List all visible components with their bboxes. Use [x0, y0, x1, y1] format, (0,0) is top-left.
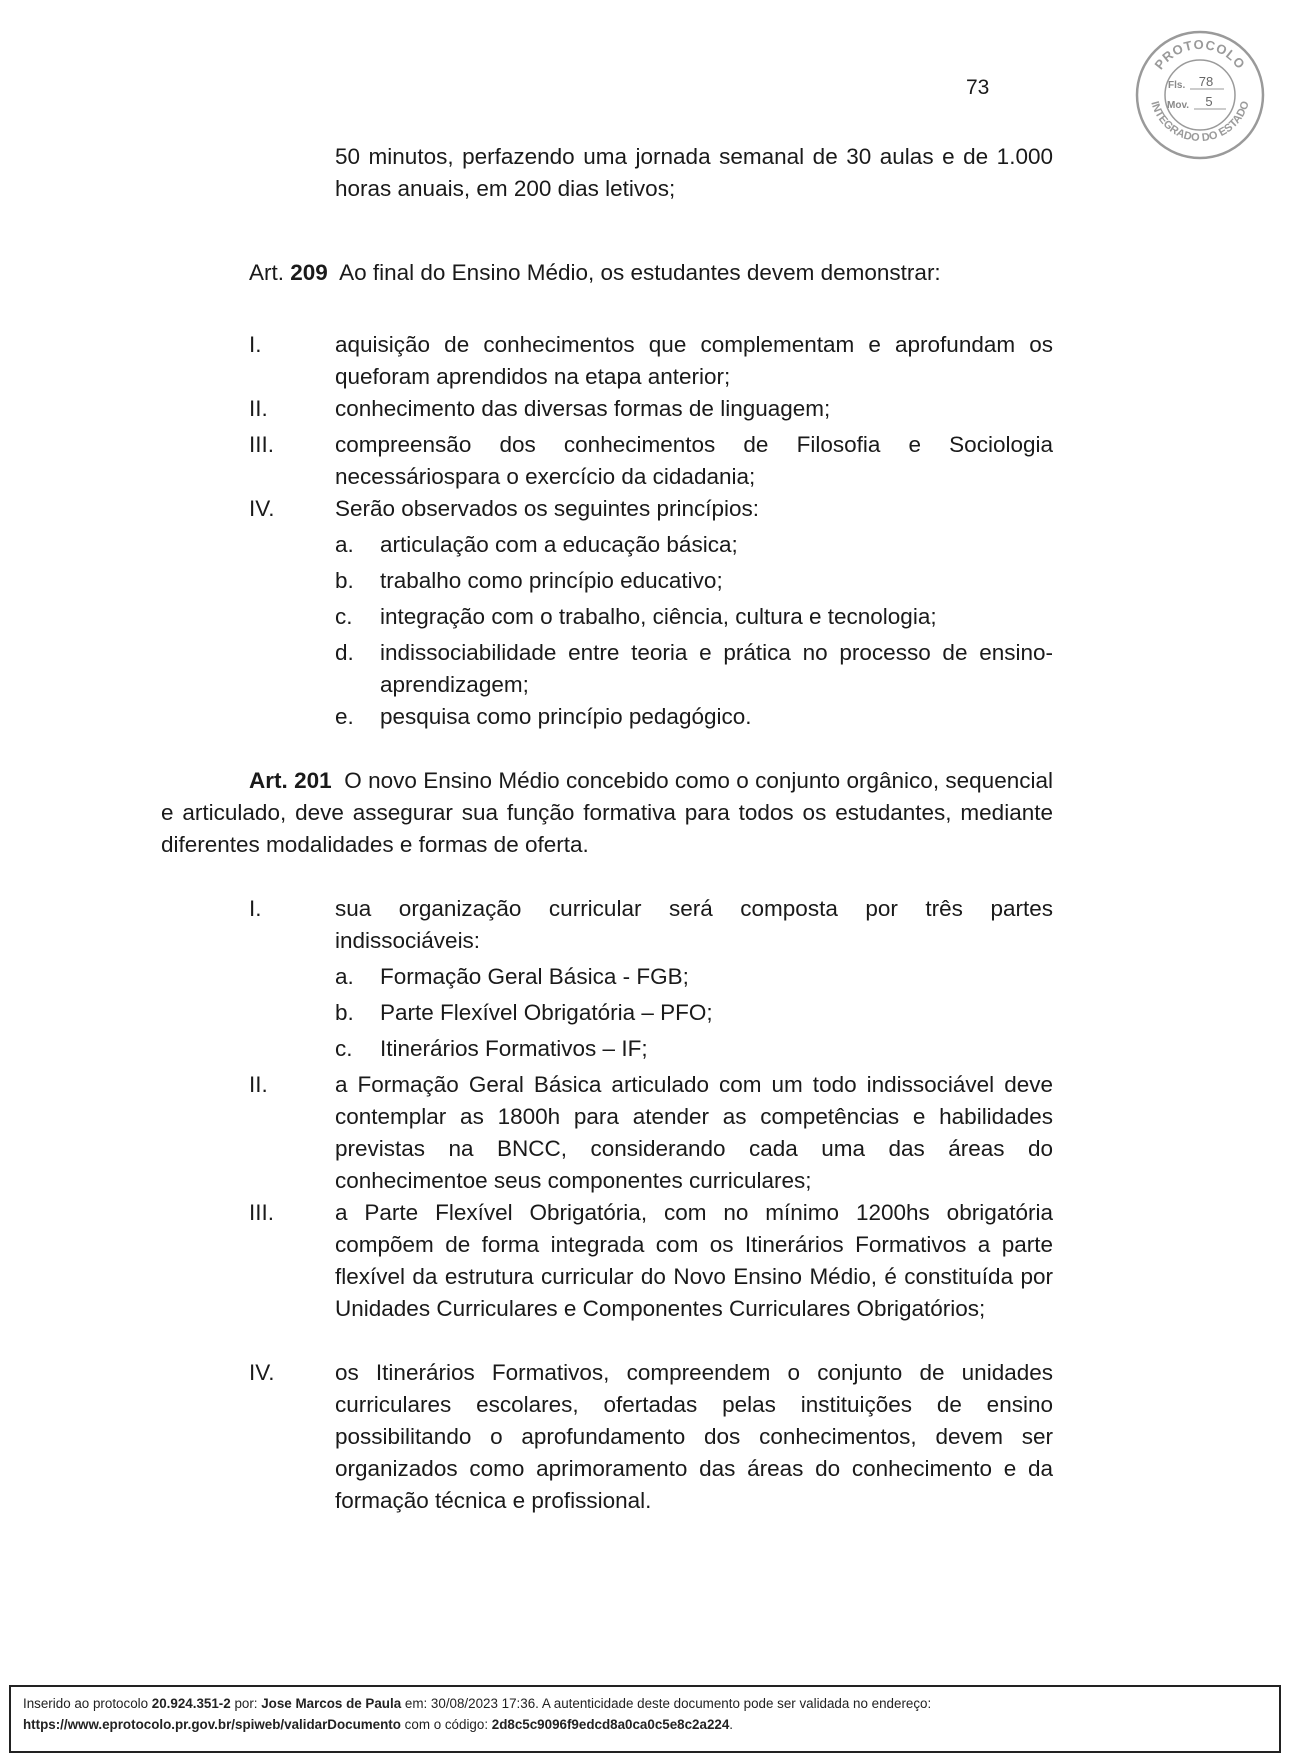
- list-item-marker: III.: [249, 1200, 275, 1225]
- footer-validation-code: 2d8c5c9096f9edcd8a0ca0c5e8c2a224: [491, 1717, 730, 1732]
- list-item-marker: II.: [249, 396, 268, 421]
- sub-item-marker: c.: [335, 604, 353, 629]
- sub-item-text: Itinerários Formativos – IF;: [380, 1036, 648, 1061]
- stamp-bottom-text: INTEGRADO DO ESTADO: [1148, 99, 1252, 145]
- list-item-text: Serão observados os seguintes princípios:: [335, 496, 759, 521]
- sub-item-text: Formação Geral Básica - FGB;: [380, 964, 689, 989]
- sub-item-text: Parte Flexível Obrigatória – PFO;: [380, 1000, 713, 1025]
- footer-protocol-number: 20.924.351-2: [151, 1696, 231, 1711]
- stamp-mov-value: 5: [1205, 94, 1213, 109]
- list-item-text: os Itinerários Formativos, compreendem o conjunto de unidades curriculares escolares, ofertadas pelas instituições de ensino possibilitando o aprofundamento dos conhecimentos, devem ser organizados como aprimoramento das áreas do conhecimento e da formação técnica e profissional.: [335, 1360, 1053, 1513]
- art-201-label: Art. 201: [249, 768, 332, 793]
- list-item-marker: I.: [249, 896, 262, 921]
- stamp-top-text: PROTOCOLO: [1151, 36, 1249, 73]
- stamp-fls-label: Fls.: [1168, 80, 1186, 91]
- list-item-marker: IV.: [249, 1360, 275, 1385]
- sub-item-text: trabalho como princípio educativo;: [380, 568, 723, 593]
- sub-item-marker: a.: [335, 964, 354, 989]
- footer-text: com o código:: [400, 1717, 492, 1732]
- list-item-marker: I.: [249, 332, 262, 357]
- footer-text: em: 30/08/2023 17:36. A autenticidade deste documento pode ser validada no endereço:: [401, 1696, 932, 1711]
- stamp-mov-label: Mov.: [1167, 100, 1190, 111]
- sub-item-text: articulação com a educação básica;: [380, 532, 738, 557]
- sub-item-marker: e.: [335, 704, 354, 729]
- sub-item-marker: d.: [335, 640, 354, 665]
- list-item-marker: II.: [249, 1072, 268, 1097]
- art-209-number: 209: [290, 260, 328, 285]
- sub-item-marker: b.: [335, 568, 354, 593]
- sub-item-text: pesquisa como princípio pedagógico.: [380, 704, 752, 729]
- art-201-paragraph: [161, 765, 1053, 861]
- stamp-inner-ring: [1165, 60, 1235, 130]
- sub-item-marker: c.: [335, 1036, 353, 1061]
- page-number: 73: [966, 76, 990, 99]
- list-item-text: compreensão dos conhecimentos de Filosofia e Sociologia necessáriospara o exercício da cidadania;: [335, 432, 1053, 489]
- list-item-text: a Formação Geral Básica articulado com um todo indissociável deve contemplar as 1800h para atender as competências e habilidades previstas na BNCC, considerando cada uma das áreas do conhecimentoe seus componentes curriculares;: [335, 1072, 1053, 1193]
- footer-author: Jose Marcos de Paula: [261, 1696, 402, 1711]
- sub-item-marker: a.: [335, 532, 354, 557]
- art-209-heading: [249, 257, 1053, 289]
- sub-item-text: indissociabilidade entre teoria e prática no processo de ensino-aprendizagem;: [380, 640, 1053, 697]
- list-item-marker: III.: [249, 432, 275, 457]
- list-item-text: aquisição de conhecimentos que complementam e aprofundam os queforam aprendidos na etapa anterior;: [335, 332, 1053, 389]
- list-item-text: a Parte Flexível Obrigatória, com no mínimo 1200hs obrigatória compõem de forma integrada com os Itinerários Formativos a parte flexível da estrutura curricular do Novo Ensino Médio, é constituída por Unidades Curriculares e Componentes Curriculares Obrigatórios;: [335, 1200, 1053, 1321]
- protocol-stamp: [1134, 29, 1266, 161]
- art-201-text: O novo Ensino Médio concebido como o conjunto orgânico, sequencial e articulado, deve assegurar sua função formativa para todos os estudantes, mediante diferentes modalidades e formas de oferta.: [161, 768, 1053, 857]
- footer-validation-url: https://www.eprotocolo.pr.gov.br/spiweb/validarDocumento: [23, 1717, 401, 1732]
- authentication-footer: [9, 1685, 1281, 1753]
- art-209-text: Ao final do Ensino Médio, os estudantes devem demonstrar:: [339, 260, 941, 285]
- list-item-marker: IV.: [249, 496, 275, 521]
- stamp-fls-value: 78: [1198, 74, 1214, 89]
- footer-text: Inserido ao protocolo: [23, 1696, 152, 1711]
- footer-text: por:: [230, 1696, 262, 1711]
- sub-item-text: integração com o trabalho, ciência, cultura e tecnologia;: [380, 604, 937, 629]
- sub-item-marker: b.: [335, 1000, 354, 1025]
- list-item-text: conhecimento das diversas formas de linguagem;: [335, 396, 831, 421]
- art-209-label: Art.: [249, 260, 285, 285]
- continuation-text: 50 minutos, perfazendo uma jornada semanal de 30 aulas e de 1.000 horas anuais, em 200 dias letivos;: [335, 144, 1053, 201]
- list-item-text: sua organização curricular será composta por três partes indissociáveis:: [335, 896, 1053, 953]
- footer-text: .: [729, 1717, 734, 1732]
